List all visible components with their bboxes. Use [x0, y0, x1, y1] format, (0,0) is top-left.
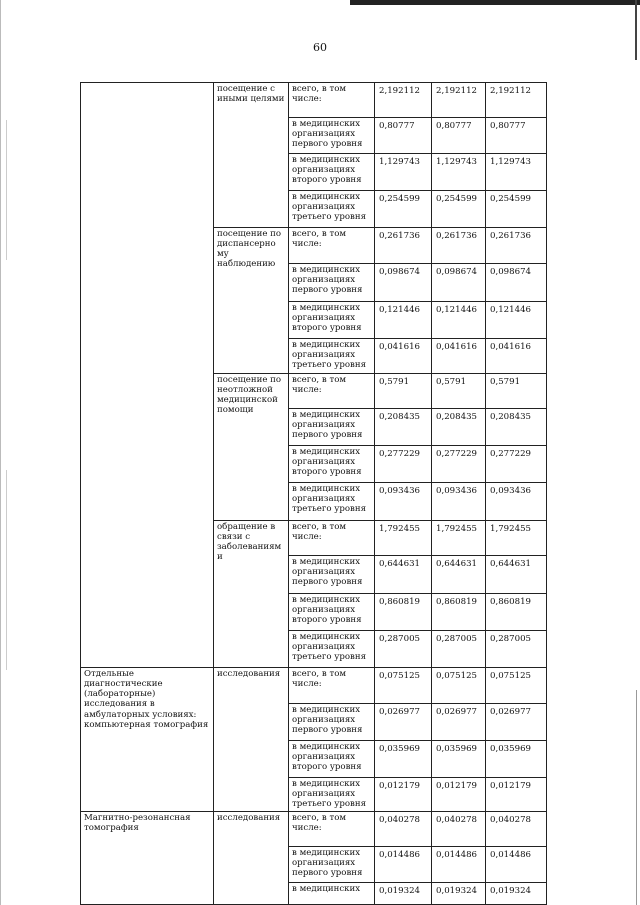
value-cell: 1,129743: [486, 154, 547, 191]
value-cell: 0,098674: [432, 264, 486, 302]
scan-artifact: [6, 120, 7, 260]
value-cell: 0,644631: [486, 556, 547, 594]
value-cell: 0,040278: [375, 812, 432, 847]
value-cell: 0,026977: [486, 704, 547, 741]
level-cell: всего, в том числе:: [289, 521, 375, 556]
purpose-cell: посещение по неотложной медицинской помощи: [214, 374, 289, 521]
level-cell: всего, в том числе:: [289, 228, 375, 264]
value-cell: 0,019324: [486, 883, 547, 905]
value-cell: 0,208435: [486, 409, 547, 446]
value-cell: 0,041616: [486, 339, 547, 374]
value-cell: 0,035969: [375, 741, 432, 778]
value-cell: 0,860819: [486, 594, 547, 631]
value-cell: 0,019324: [432, 883, 486, 905]
level-cell: в медицинских организациях третьего уровня: [289, 483, 375, 521]
value-cell: 1,129743: [432, 154, 486, 191]
page-number: 60: [313, 41, 327, 54]
value-cell: 0,121446: [432, 302, 486, 339]
value-cell: 0,261736: [432, 228, 486, 264]
level-cell: в медицинских: [289, 883, 375, 905]
level-cell: в медицинских организациях второго уровня: [289, 741, 375, 778]
value-cell: 0,121446: [375, 302, 432, 339]
level-cell: в медицинских организациях второго уровня: [289, 446, 375, 483]
value-cell: 0,80777: [486, 118, 547, 154]
purpose-cell: посещение с иными целями: [214, 83, 289, 228]
value-cell: 0,860819: [432, 594, 486, 631]
value-cell: 2,192112: [432, 83, 486, 118]
value-cell: 0,012179: [432, 778, 486, 812]
table-row: [81, 83, 547, 118]
value-cell: 0,261736: [375, 228, 432, 264]
level-cell: в медицинских организациях третьего уровня: [289, 631, 375, 668]
scan-edge-top: [350, 0, 640, 5]
level-cell: в медицинских организациях первого уровня: [289, 264, 375, 302]
value-cell: 1,792455: [432, 521, 486, 556]
table-row: [81, 812, 547, 847]
value-cell: 0,098674: [375, 264, 432, 302]
purpose-cell: исследования: [214, 668, 289, 812]
value-cell: 0,80777: [432, 118, 486, 154]
value-cell: 0,287005: [432, 631, 486, 668]
value-cell: 0,287005: [375, 631, 432, 668]
value-cell: 0,014486: [375, 847, 432, 883]
purpose-cell: обращение в связи с заболеваниям и: [214, 521, 289, 668]
value-cell: 0,035969: [432, 741, 486, 778]
level-cell: в медицинских организациях третьего уровня: [289, 191, 375, 228]
level-cell: всего, в том числе:: [289, 668, 375, 704]
purpose-cell: посещение по диспансерно му наблюдению: [214, 228, 289, 374]
scan-artifact: [6, 470, 7, 670]
value-cell: 0,014486: [486, 847, 547, 883]
level-cell: в медицинских организациях второго уровня: [289, 594, 375, 631]
value-cell: 0,254599: [375, 191, 432, 228]
value-cell: 0,208435: [375, 409, 432, 446]
level-cell: в медицинских организациях первого уровня: [289, 704, 375, 741]
value-cell: 0,5791: [375, 374, 432, 409]
value-cell: 2,192112: [375, 83, 432, 118]
value-cell: 0,644631: [375, 556, 432, 594]
value-cell: 0,012179: [375, 778, 432, 812]
value-cell: 0,093436: [432, 483, 486, 521]
purpose-cell: исследования: [214, 812, 289, 905]
level-cell: в медицинских организациях первого уровня: [289, 409, 375, 446]
category-cell: [81, 83, 214, 668]
value-cell: 0,80777: [375, 118, 432, 154]
level-cell: в медицинских организациях второго уровня: [289, 302, 375, 339]
category-cell: Отдельные диагностические (лабораторные) исследования в амбулаторных условиях: компьютерная томография: [81, 668, 214, 812]
value-cell: 0,261736: [486, 228, 547, 264]
value-cell: 0,040278: [486, 812, 547, 847]
level-cell: в медицинских организациях третьего уровня: [289, 778, 375, 812]
value-cell: 0,098674: [486, 264, 547, 302]
value-cell: 0,014486: [432, 847, 486, 883]
level-cell: в медицинских организациях первого уровня: [289, 556, 375, 594]
table-row: [81, 668, 547, 704]
level-cell: в медицинских организациях второго уровня: [289, 154, 375, 191]
value-cell: 0,277229: [486, 446, 547, 483]
value-cell: 0,075125: [375, 668, 432, 704]
level-cell: всего, в том числе:: [289, 83, 375, 118]
value-cell: 0,035969: [486, 741, 547, 778]
value-cell: 0,860819: [375, 594, 432, 631]
value-cell: 0,093436: [486, 483, 547, 521]
value-cell: 1,792455: [486, 521, 547, 556]
value-cell: 0,041616: [375, 339, 432, 374]
value-cell: 0,019324: [375, 883, 432, 905]
value-cell: 0,5791: [432, 374, 486, 409]
value-cell: 0,277229: [375, 446, 432, 483]
value-cell: 0,012179: [486, 778, 547, 812]
value-cell: 0,277229: [432, 446, 486, 483]
category-cell: Магнитно-резонансная томография: [81, 812, 214, 905]
value-cell: 0,644631: [432, 556, 486, 594]
value-cell: 0,026977: [432, 704, 486, 741]
level-cell: в медицинских организациях первого уровня: [289, 847, 375, 883]
level-cell: всего, в том числе:: [289, 812, 375, 847]
tariff-table: [80, 82, 547, 905]
value-cell: 2,192112: [486, 83, 547, 118]
level-cell: в медицинских организациях первого уровня: [289, 118, 375, 154]
value-cell: 1,792455: [375, 521, 432, 556]
level-cell: всего, в том числе:: [289, 374, 375, 409]
level-cell: в медицинских организациях третьего уровня: [289, 339, 375, 374]
scan-edge-right-bottom: [636, 690, 637, 905]
value-cell: 0,026977: [375, 704, 432, 741]
value-cell: 0,093436: [375, 483, 432, 521]
value-cell: 0,075125: [432, 668, 486, 704]
value-cell: 0,121446: [486, 302, 547, 339]
value-cell: 0,041616: [432, 339, 486, 374]
value-cell: 0,075125: [486, 668, 547, 704]
value-cell: 0,254599: [486, 191, 547, 228]
scan-edge-left: [0, 0, 1, 905]
value-cell: 0,208435: [432, 409, 486, 446]
value-cell: 0,040278: [432, 812, 486, 847]
value-cell: 1,129743: [375, 154, 432, 191]
value-cell: 0,5791: [486, 374, 547, 409]
value-cell: 0,254599: [432, 191, 486, 228]
value-cell: 0,287005: [486, 631, 547, 668]
